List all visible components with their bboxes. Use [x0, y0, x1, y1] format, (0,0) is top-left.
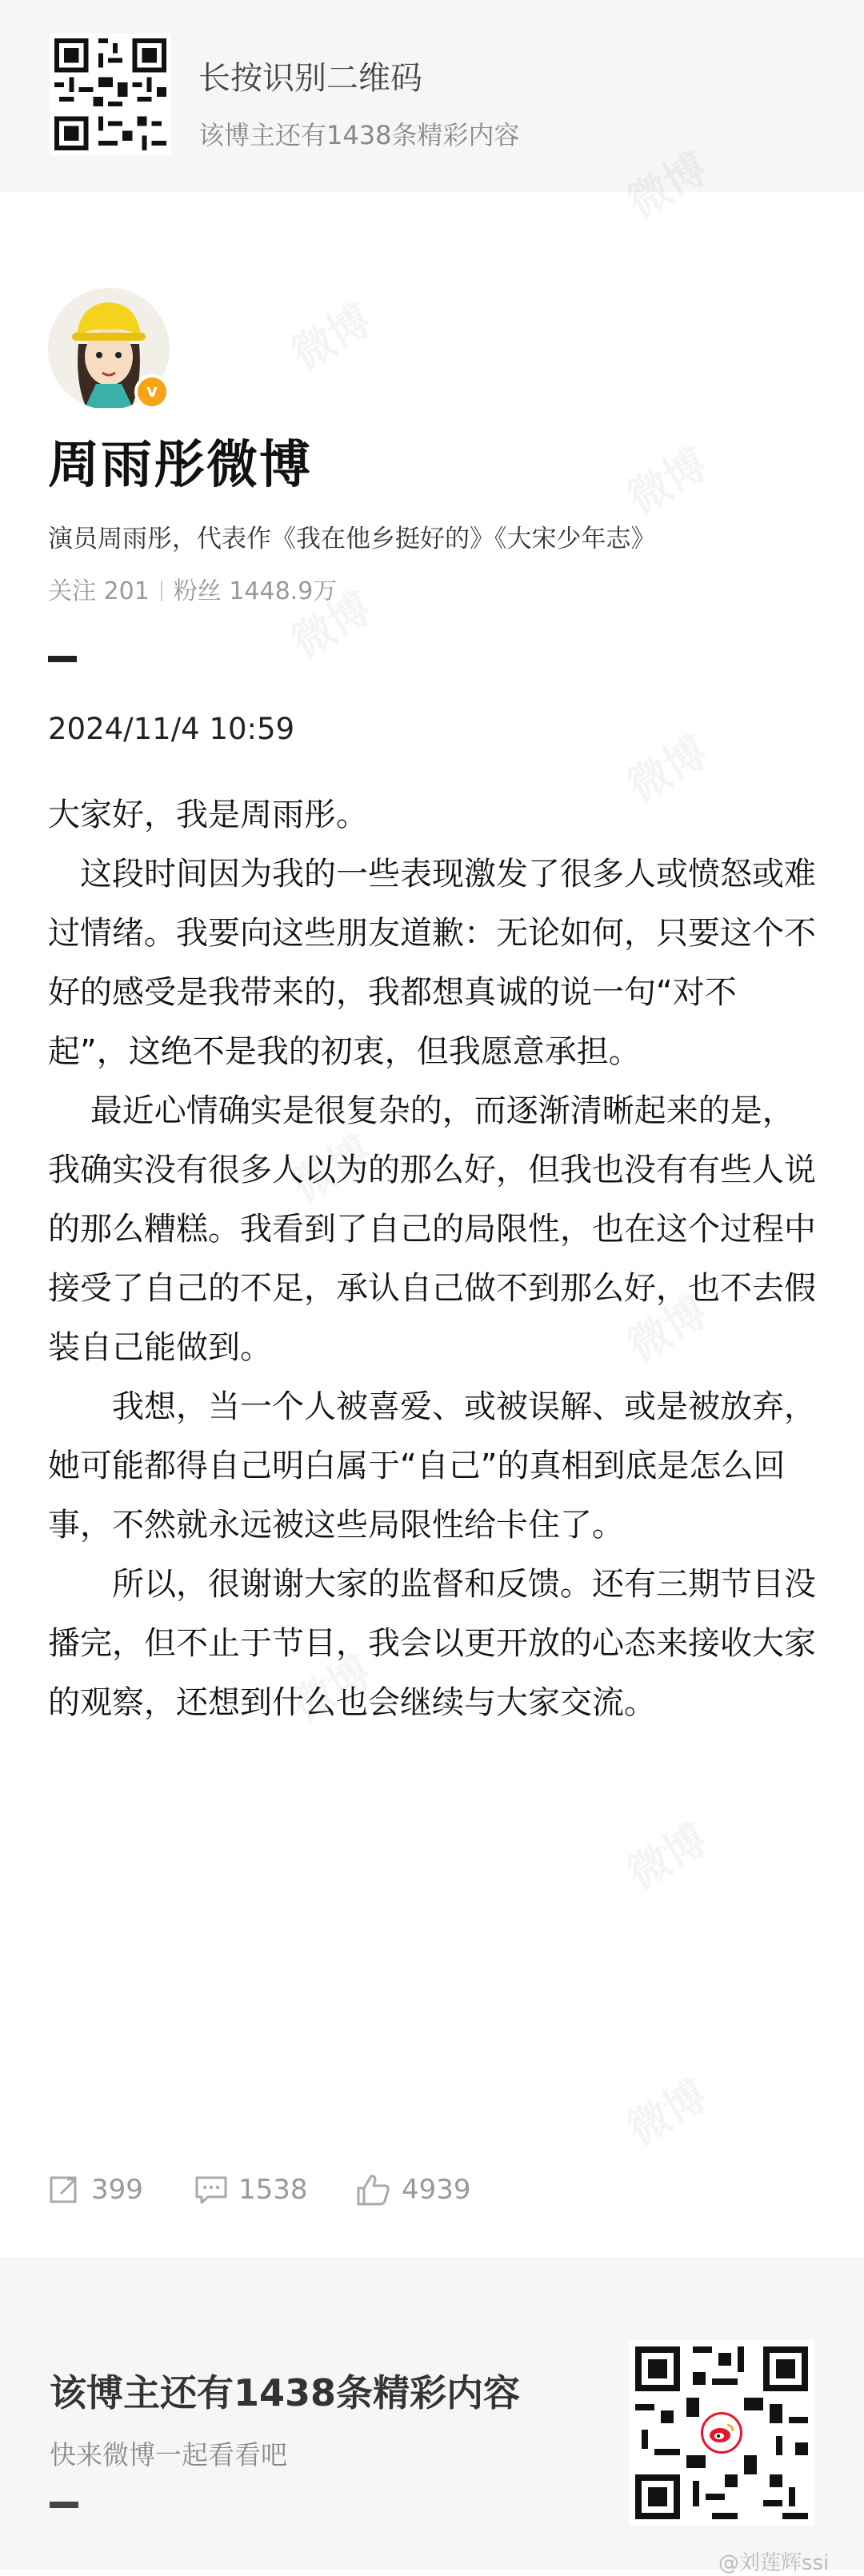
- stats-divider: [161, 581, 162, 601]
- like-count: 4939: [402, 2174, 471, 2206]
- watermark: [614, 2063, 717, 2156]
- repost-icon: [48, 2173, 82, 2207]
- source-watermark: @刘莲辉ssi: [718, 2551, 830, 2575]
- post-paragraph: 最近心情确实是很复杂的，而逐渐清晰起来的是，我确实没有很多人以为的那么好，但我也没有有些人说的那么糟糕。我看到了自己的局限性，也在这个过程中接受了自己的不足，承认自己做不到那么好，也不去假装自己能做到。: [48, 1092, 816, 1366]
- post-count-title: 该博主还有1438条精彩内容: [50, 2371, 521, 2414]
- thumbs-up-icon: [355, 2172, 392, 2207]
- verified-badge-icon: v: [134, 374, 170, 409]
- post-count-text: 该博主还有1438条精彩内容: [198, 120, 520, 150]
- profile-stats: [48, 571, 337, 606]
- repost-count: 399: [91, 2174, 143, 2206]
- qr-code[interactable]: [50, 34, 171, 155]
- watermark: [614, 1807, 717, 1900]
- post-timestamp: 2024/11/4 10:59: [48, 712, 295, 746]
- weibo-logo-icon: [701, 2412, 742, 2454]
- post-paragraph: 这段时间因为我的一些表现激发了很多人或愤怒或难过情绪。我要向这些朋友道歉：无论如何，只要这个不好的感受是我带来的，我都想真诚的说一句“对不起”，这绝不是我的初衷，但我愿意承担。: [48, 856, 816, 1070]
- post-paragraph: 所以，很谢谢大家的监督和反馈。还有三期节目没播完，但不止于节目，我会以更开放的心态来接收大家的观察，还想到什么也会继续与大家交流。: [48, 1566, 816, 1721]
- comment-count: 1538: [238, 2174, 308, 2206]
- bottom-qr-banner: [0, 2257, 864, 2575]
- top-qr-banner: [0, 0, 864, 192]
- post-paragraph: 我想，当一个人被喜爱、或被误解、或是被放弃，她可能都得自己明白属于“自己”的真相到底是怎么回事，不然就永远被这些局限性给卡住了。: [48, 1388, 816, 1544]
- profile-bio: 演员周雨彤，代表作《我在他乡挺好的》《大宋少年志》: [48, 525, 656, 553]
- like-button[interactable]: [355, 2166, 471, 2214]
- long-press-hint: 长按识别二维码: [198, 60, 422, 97]
- watermark: [278, 287, 381, 381]
- comment-icon: [194, 2173, 229, 2207]
- profile-name[interactable]: 周雨彤微博: [48, 436, 312, 495]
- section-divider: [48, 656, 77, 662]
- following-count[interactable]: 关注 201: [48, 577, 150, 605]
- post-body: [48, 785, 816, 1732]
- watermark: [614, 431, 717, 525]
- post-paragraph: 大家好，我是周雨彤。: [48, 797, 368, 833]
- invite-text: 快来微博一起看看吧: [50, 2439, 287, 2470]
- qr-code-image: [50, 34, 171, 155]
- comment-button[interactable]: [194, 2166, 308, 2214]
- repost-button[interactable]: [48, 2166, 143, 2214]
- banner-dash: [50, 2502, 78, 2508]
- followers-count[interactable]: 粉丝 1448.9万: [173, 577, 338, 605]
